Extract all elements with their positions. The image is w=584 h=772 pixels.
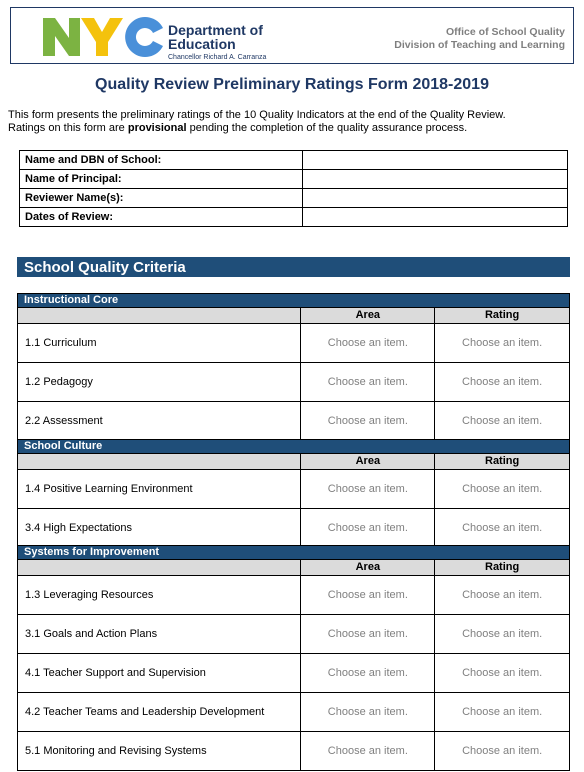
section-title: School Culture [18,440,570,454]
area-dropdown[interactable]: Choose an item. [301,615,435,654]
division-name: Division of Teaching and Learning [394,39,565,51]
indicator-label: 4.2 Teacher Teams and Leadership Development [18,693,301,732]
indicator-row [18,615,570,654]
info-label: Name of Principal: [20,170,303,189]
criteria-section-table [17,545,570,771]
intro-text [8,109,506,135]
area-dropdown[interactable]: Choose an item. [301,363,435,402]
office-info [394,26,565,52]
area-column-header: Area [301,454,435,470]
indicator-row [18,576,570,615]
rating-dropdown[interactable]: Choose an item. [435,693,570,732]
criteria-section-table [17,293,570,441]
indicator-label: 5.1 Monitoring and Revising Systems [18,732,301,771]
info-label: Reviewer Name(s): [20,189,303,208]
area-column-header: Area [301,560,435,576]
indicator-row [18,470,570,509]
rating-dropdown[interactable]: Choose an item. [435,324,570,363]
info-row [20,170,568,189]
rating-dropdown[interactable]: Choose an item. [435,576,570,615]
rating-dropdown[interactable]: Choose an item. [435,654,570,693]
header-blank-cell [18,308,301,324]
area-dropdown[interactable]: Choose an item. [301,732,435,771]
intro-bold-word: provisional [127,122,187,134]
area-dropdown[interactable]: Choose an item. [301,324,435,363]
rating-column-header: Rating [435,308,570,324]
area-dropdown[interactable]: Choose an item. [301,402,435,441]
rating-dropdown[interactable]: Choose an item. [435,470,570,509]
indicator-row [18,654,570,693]
area-column-header: Area [301,308,435,324]
intro-line-2 [8,122,506,135]
chancellor-name: Chancellor Richard A. Carranza [168,54,267,61]
section-title: Instructional Core [18,294,570,308]
criteria-banner: School Quality Criteria [17,257,570,277]
office-name: Office of School Quality [445,26,565,38]
department-name: Department of Education [168,22,263,52]
header-blank-cell [18,454,301,470]
rating-column-header: Rating [435,560,570,576]
indicator-label: 1.4 Positive Learning Environment [18,470,301,509]
rating-column-header: Rating [435,454,570,470]
indicator-label: 3.4 High Expectations [18,509,301,548]
indicator-row [18,324,570,363]
rating-dropdown[interactable]: Choose an item. [435,402,570,441]
page-title: Quality Review Preliminary Ratings Form 2018-2019 [95,76,489,93]
page-header [10,7,574,64]
area-dropdown[interactable]: Choose an item. [301,509,435,548]
intro-text-part: Ratings on this form are [8,122,128,134]
indicator-label: 1.3 Leveraging Resources [18,576,301,615]
indicator-row [18,402,570,441]
school-info-table [19,150,568,227]
info-value-field[interactable] [303,208,568,227]
nyc-logo [41,14,165,60]
indicator-row [18,732,570,771]
area-dropdown[interactable]: Choose an item. [301,693,435,732]
indicator-label: 3.1 Goals and Action Plans [18,615,301,654]
indicator-label: 1.1 Curriculum [18,324,301,363]
intro-text-part: pending the completion of the quality assurance process. [186,122,468,134]
indicator-label: 1.2 Pedagogy [18,363,301,402]
info-value-field[interactable] [303,189,568,208]
indicator-row [18,693,570,732]
intro-line-1: This form presents the preliminary ratings of the 10 Quality Indicators at the end of the Quality Review. [8,109,506,121]
indicator-row [18,509,570,548]
indicator-label: 2.2 Assessment [18,402,301,441]
rating-dropdown[interactable]: Choose an item. [435,732,570,771]
criteria-section-table [17,439,570,548]
info-label: Dates of Review: [20,208,303,227]
header-blank-cell [18,560,301,576]
area-dropdown[interactable]: Choose an item. [301,470,435,509]
info-row [20,151,568,170]
rating-dropdown[interactable]: Choose an item. [435,363,570,402]
rating-dropdown[interactable]: Choose an item. [435,615,570,654]
indicator-label: 4.1 Teacher Support and Supervision [18,654,301,693]
info-value-field[interactable] [303,170,568,189]
info-row [20,189,568,208]
info-value-field[interactable] [303,151,568,170]
rating-dropdown[interactable]: Choose an item. [435,509,570,548]
indicator-row [18,363,570,402]
info-row [20,208,568,227]
section-title: Systems for Improvement [18,546,570,560]
area-dropdown[interactable]: Choose an item. [301,654,435,693]
info-label: Name and DBN of School: [20,151,303,170]
area-dropdown[interactable]: Choose an item. [301,576,435,615]
